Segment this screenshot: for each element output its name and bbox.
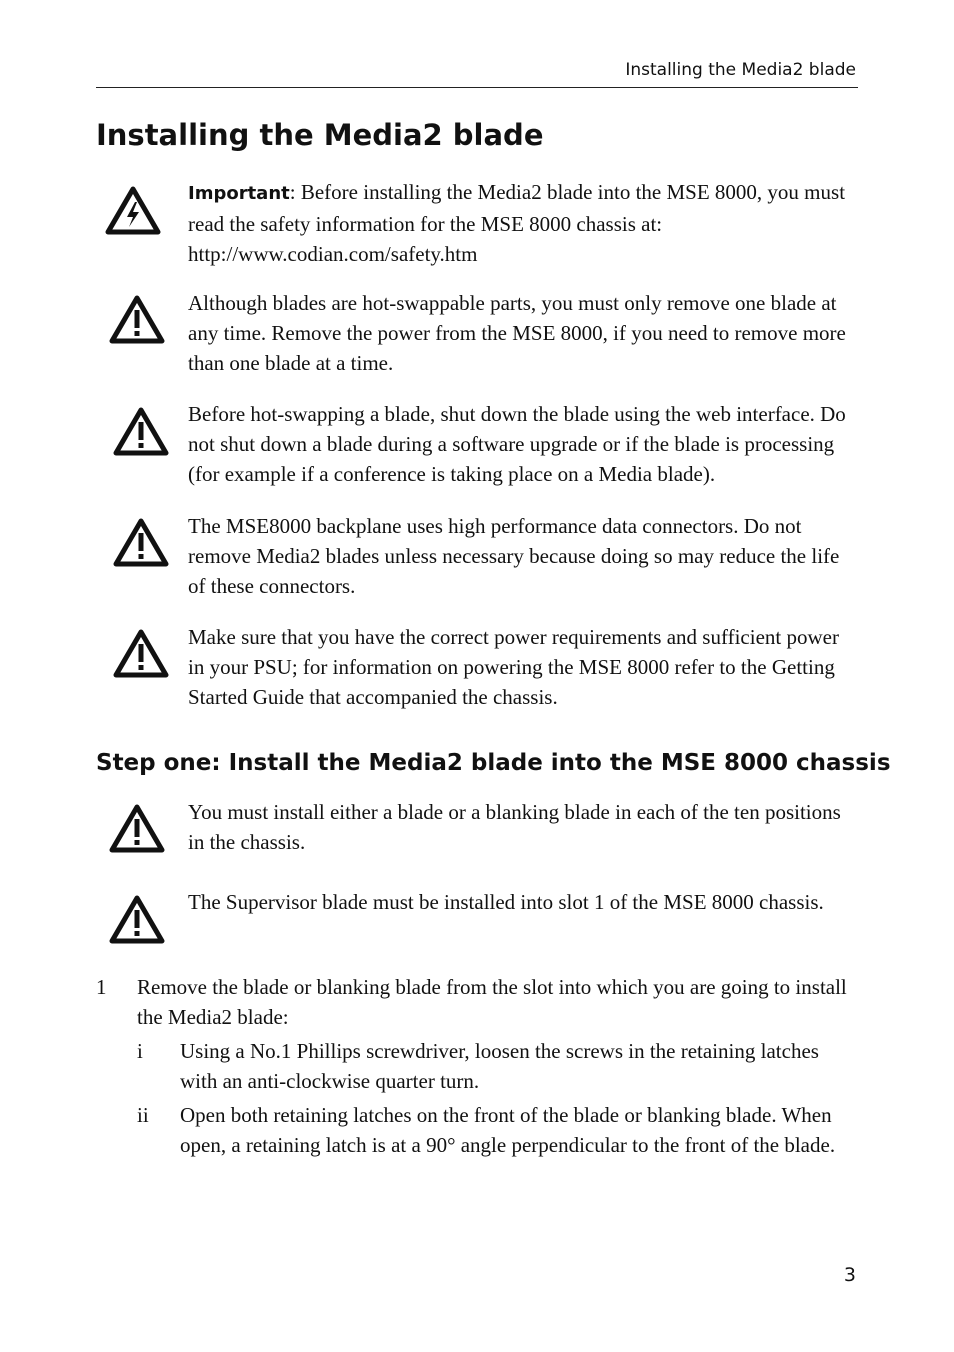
warning-icon	[112, 627, 170, 679]
warning-icon	[112, 516, 170, 568]
warning-supervisor-slot: The Supervisor blade must be installed into slot 1 of the MSE 8000 chassis.	[188, 890, 824, 914]
warning-icon	[112, 405, 170, 457]
electric-hazard-icon	[104, 184, 162, 236]
running-header	[96, 58, 858, 88]
substep-text: Open both retaining latches on the front of the blade or blanking blade. When open, a retaining latch is at a 90° angle perpendicular to the front of the blade.	[180, 1103, 836, 1157]
step-text: Remove the blade or blanking blade from the slot into which you are going to install the Media2 blade:	[137, 975, 847, 1029]
substep-number: ii	[137, 1103, 149, 1127]
warning-shutdown: Before hot-swapping a blade, shut down the blade using the web interface. Do not shut down a blade during a software upgrade or if the blade is processing (for example if a conference is taking place on a Media blade).	[188, 402, 846, 486]
running-header-title: Installing the Media2 blade	[625, 60, 856, 80]
warning-important	[188, 177, 856, 269]
warning-icon	[108, 893, 166, 945]
warning-ten-positions: You must install either a blade or a blanking blade in each of the ten positions in the chassis.	[188, 800, 841, 854]
warning-hot-swap: Although blades are hot-swappable parts, you must only remove one blade at any time. Remove the power from the MSE 8000, if you need to remove more than one blade at a time.	[188, 291, 846, 375]
page-title: Installing the Media2 blade	[96, 118, 544, 152]
page-number: 3	[843, 1264, 856, 1286]
section-title: Step one: Install the Media2 blade into the MSE 8000 chassis	[96, 750, 891, 776]
warning-important-text: : Before installing the Media2 blade into the MSE 8000, you must read the safety information for the MSE 8000 chassis at: http://www.codian.com/safety.htm	[188, 180, 846, 266]
warning-power: Make sure that you have the correct power requirements and sufficient power in your PSU; for information on powering the MSE 8000 refer to the Getting Started Guide that accompanied the chassis.	[188, 625, 839, 709]
warning-backplane: The MSE8000 backplane uses high performance data connectors. Do not remove Media2 blades unless necessary because doing so may reduce the life of these connectors.	[188, 514, 840, 598]
important-label: Important	[188, 183, 290, 204]
substep-text: Using a No.1 Phillips screwdriver, loosen the screws in the retaining latches with an anti-clockwise quarter turn.	[180, 1039, 819, 1093]
substep-number: i	[137, 1039, 143, 1063]
step-number: 1	[96, 975, 107, 999]
warning-icon	[108, 293, 166, 345]
warning-icon	[108, 802, 166, 854]
